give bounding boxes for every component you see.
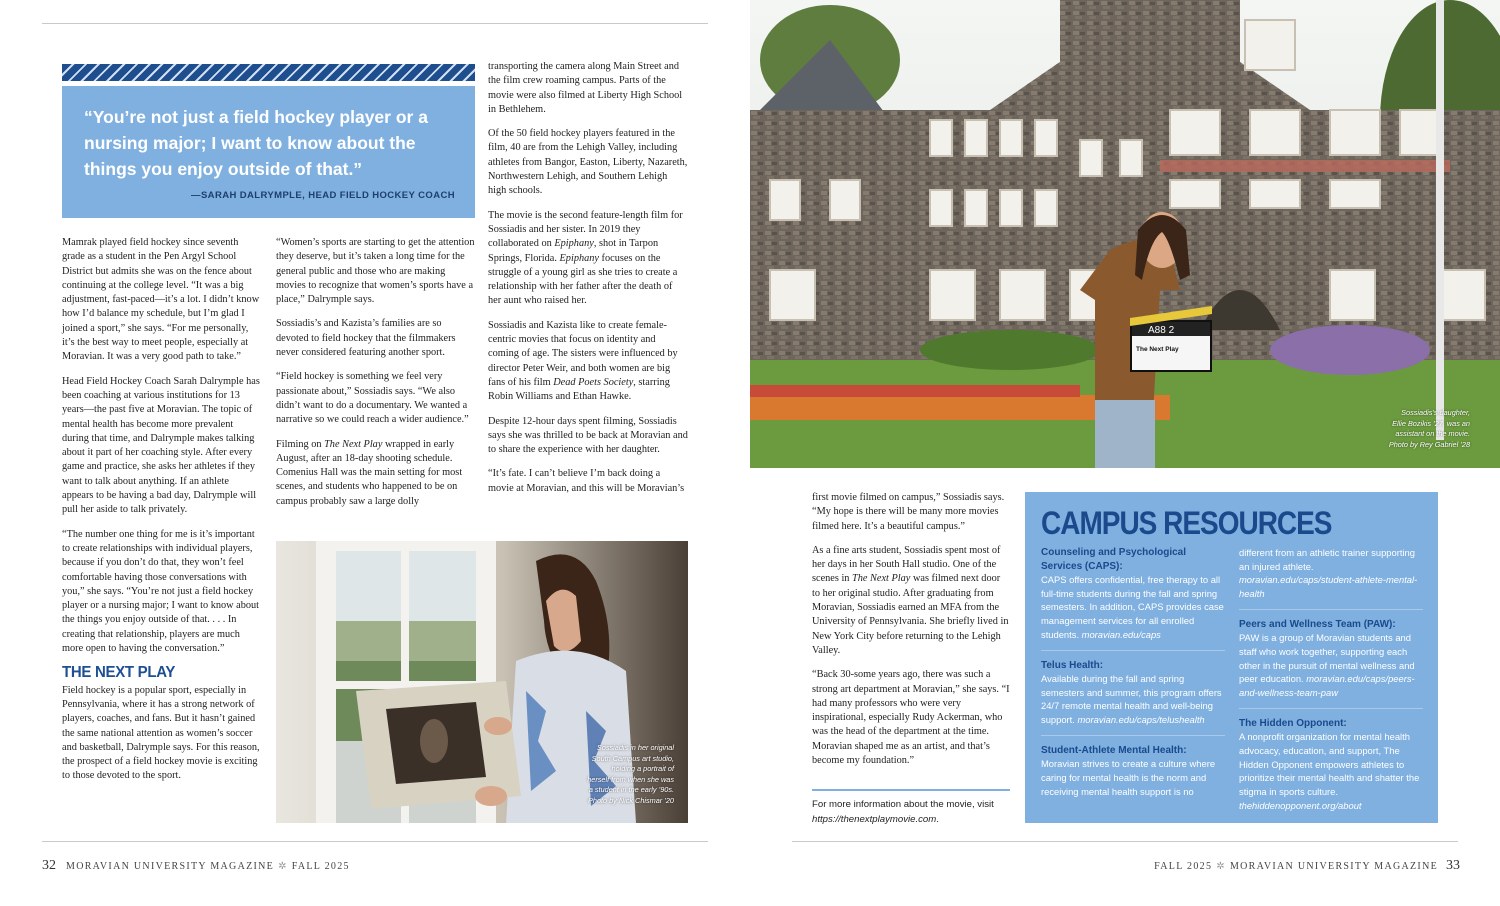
more-info: For more information about the movie, visit https://thenextplaymovie.com. xyxy=(812,799,994,825)
campus-resources-title: CAMPUS RESOURCES xyxy=(1041,505,1332,541)
paragraph: “The number one thing for me is it’s important to create relationships with individual players, because if you don’t do that, they won’t feel comfortable having those conversations with you,” she says. “You’re not just a field hockey player or a nursing major; I want to know about the things you enjoy outside of that. . . . In creating that relationship, players are much more open to having the conversation.” xyxy=(62,528,260,655)
movie-website-link[interactable]: https://thenextplaymovie.com xyxy=(812,814,937,825)
top-rule-left xyxy=(42,23,708,24)
student-athlete-link[interactable]: moravian.edu/caps/student-athlete-mental-health xyxy=(1239,574,1418,600)
footer-right: FALL 2025 ✲ MORAVIAN UNIVERSITY MAGAZINE xyxy=(1154,861,1438,872)
caps-link[interactable]: moravian.edu/caps xyxy=(1081,628,1161,640)
more-info-rule xyxy=(812,789,1010,791)
campus-resources-box xyxy=(1025,492,1438,823)
comenius-hall-art xyxy=(750,0,1500,468)
hidden-opponent-link[interactable]: thehiddenopponent.org/about xyxy=(1239,799,1362,811)
clapper-slate-title: The Next Play xyxy=(1136,346,1179,353)
resource-student-athlete-cont: different from an athletic trainer supporting an injured athlete. moravian.edu/caps/student-athlete-mental-health xyxy=(1239,546,1423,610)
studio-photo-caption: Sossiadis in her original South Campus art studio, holding a portrait of herself from when she was a student in the early ’90s. Photo by Nick Chismar ’20 xyxy=(587,743,674,805)
paw-link[interactable]: moravian.edu/caps/peers-and-wellness-team-paw xyxy=(1239,673,1415,699)
resources-column-left xyxy=(1041,546,1225,829)
resource-telus: Telus Health: Available during the fall and spring semesters and summer, this program offers 24/7 remote mental health and well-being support. moravian.edu/caps/telushealth xyxy=(1041,659,1225,736)
paragraph: Mamrak played field hockey since seventh grade as a student in the Pen Argyl School District but admits she was on the fence about continuing at the college level. “It was a big adjustment, fast-paced—it’s a lot. I didn’t know how I’d balance my schedule, but I’m glad I joined a sport,” she says. “For me personally, it’s the best way to meet people, especially at Moravian. It was a very good path to take.” xyxy=(62,237,260,363)
paragraph: transporting the camera along Main Street and the film crew roaming campus. Parts of the movie were also filmed at Liberty High School in Bethlehem. xyxy=(488,61,683,115)
page-number-left: 32 xyxy=(42,858,56,873)
page-number-right: 33 xyxy=(1446,858,1460,873)
resource-student-athlete: Student-Athlete Mental Health: Moravian strives to create a culture where caring for mental health is the norm and receiving mental health support is no xyxy=(1041,744,1216,797)
paragraph: Head Field Hockey Coach Sarah Dalrymple has been coaching at various institutions for 13 years—the past five at Moravian. The topic of mental health has become more prevalent during that time, and Dalrymple makes talking about it part of her coaching style. After every game and practice, she asks her athletes if they want to talk about anything. If an athlete appears to be having a bad day, Dalrymple will pull her aside to talk privately. xyxy=(62,375,260,516)
footer-left: MORAVIAN UNIVERSITY MAGAZINE ✲ FALL 2025 xyxy=(66,861,350,872)
resource-paw: Peers and Wellness Team (PAW): PAW is a group of Moravian students and staff who work together, supporting each other in the pursuit of mental wellness and peer education. moravian.edu/caps/peers-and-wellness-team-paw xyxy=(1239,618,1423,709)
pull-quote-stripes xyxy=(62,64,475,81)
section-heading: THE NEXT PLAY xyxy=(62,663,176,682)
article-column-2 xyxy=(276,236,476,519)
paragraph: Despite 12-hour days spent filming, Sossiadis says she was thrilled to be back at Moravian and to share the experience with her daughter. xyxy=(488,415,688,456)
article-column-3 xyxy=(488,60,688,506)
paragraph: As a fine arts student, Sossiadis spent most of her days in her South Hall studio. One of the scenes in The Next Play was filmed next door to her original studio. After graduating from Moravian, Sossiadis earned an MFA from the University of Pennsylvania. She briefly lived in New York City before returning to the Lehigh Valley. xyxy=(812,544,1009,656)
pull-quote-text: “You’re not just a field hockey player or a nursing major; I want to know about the things you enjoy outside of that.” xyxy=(84,107,428,179)
article-column-4 xyxy=(812,491,1010,778)
paragraph: “It’s fate. I can’t believe I’m back doing a movie at Moravian, and this will be Moravian’s xyxy=(488,468,685,494)
paragraph: first movie filmed on campus,” Sossiadis says. “My hope is there will be many more movies filmed here. It’s a beautiful campus.” xyxy=(812,492,1005,532)
paragraph: Field hockey is a popular sport, especially in Pennsylvania, where it has a strong network of players, coaches, and fans. But it hasn’t gained the same national attention as women’s soccer and basketball, Dalrymple says. For this reason, the prospect of a field hockey movie is exciting to those devoted to the sport. xyxy=(62,684,260,782)
paragraph: Sossiadis and Kazista like to create female-centric movies that focus on identity and coming of age. The sisters were influenced by director Peter Weir, and both women are big fans of his film Dead Poets Society, starring Robin Williams and Ethan Hawke. xyxy=(488,319,678,403)
paragraph: “Back 30-some years ago, there was such a strong art department at Moravian,” she says. “I had many professors who were very inspirational, especially Rudy Ackerman, who was the head of the department at the time. Moravian shaped me as an artist, and that’s become my foundation.” xyxy=(812,669,1010,767)
film-title: The Next Play xyxy=(324,438,383,450)
comenius-hall-photo xyxy=(750,0,1500,468)
paragraph: Of the 50 field hockey players featured in the film, 40 are from the Lehigh Valley, including athletes from Bangor, Easton, Liberty, Nazareth, Northwestern Lehigh, and Southern Lehigh high schools. xyxy=(488,128,688,197)
resources-column-right xyxy=(1239,546,1423,829)
studio-photo xyxy=(276,541,688,823)
clapper-slate-number: A88 2 xyxy=(1148,325,1175,336)
telus-link[interactable]: moravian.edu/caps/telushealth xyxy=(1077,714,1205,726)
pull-quote-attribution: —SARAH DALRYMPLE, HEAD FIELD HOCKEY COACH xyxy=(191,190,455,201)
bottom-rule-left xyxy=(42,841,708,842)
bottom-rule-right xyxy=(792,841,1458,842)
paragraph: “Field hockey is something we feel very passionate about,” Sossiadis says. “We also didn’t want to do a documentary. We wanted a narrative so we could reach a wider audience.” xyxy=(276,371,469,426)
pull-quote xyxy=(62,86,475,218)
resource-hidden-opponent: The Hidden Opponent: A nonprofit organization for mental health advocacy, education, and support, The Hidden Opponent empowers athletes to prioritize their mental health and shatter the stigma in sports culture. thehiddenopponent.org/about xyxy=(1239,717,1420,811)
paragraph: The movie is the second feature-length film for Sossiadis and her sister. In 2019 they collaborated on Epiphany, shot in Tarpon Springs, Florida. Epiphany focuses on the struggle of a young girl as she tries to create a relationship with her father after the death of her aunt who raised her. xyxy=(488,209,683,307)
paragraph: Sossiadis’s and Kazista’s families are so devoted to field hockey that the filmmakers never considered featuring another sport. xyxy=(276,318,456,359)
resource-caps: Counseling and Psychological Services (CAPS): CAPS offers confidential, free therapy to all full-time students during the fall and spring semesters. In addition, CAPS provides case management services for all enrolled students. moravian.edu/caps xyxy=(1041,546,1225,651)
paragraph: Filming on The Next Play wrapped in early August, after an 18-day shooting schedule. Comenius Hall was the main setting for most scenes, and students who happened to be on campus probably saw a large dolly xyxy=(276,438,463,507)
article-column-1 xyxy=(62,236,262,794)
campus-photo-caption: Sossiadis’s daughter, Ellie Bozikis ’27, was an assistant on the movie. Photo by Rey Gabriel ’28 xyxy=(1388,408,1470,449)
paragraph: “Women’s sports are starting to get the attention they deserve, but it’s taken a long time for the general public and those who are making movies to recognize that women’s sports have a place,” Dalrymple says. xyxy=(276,237,475,306)
